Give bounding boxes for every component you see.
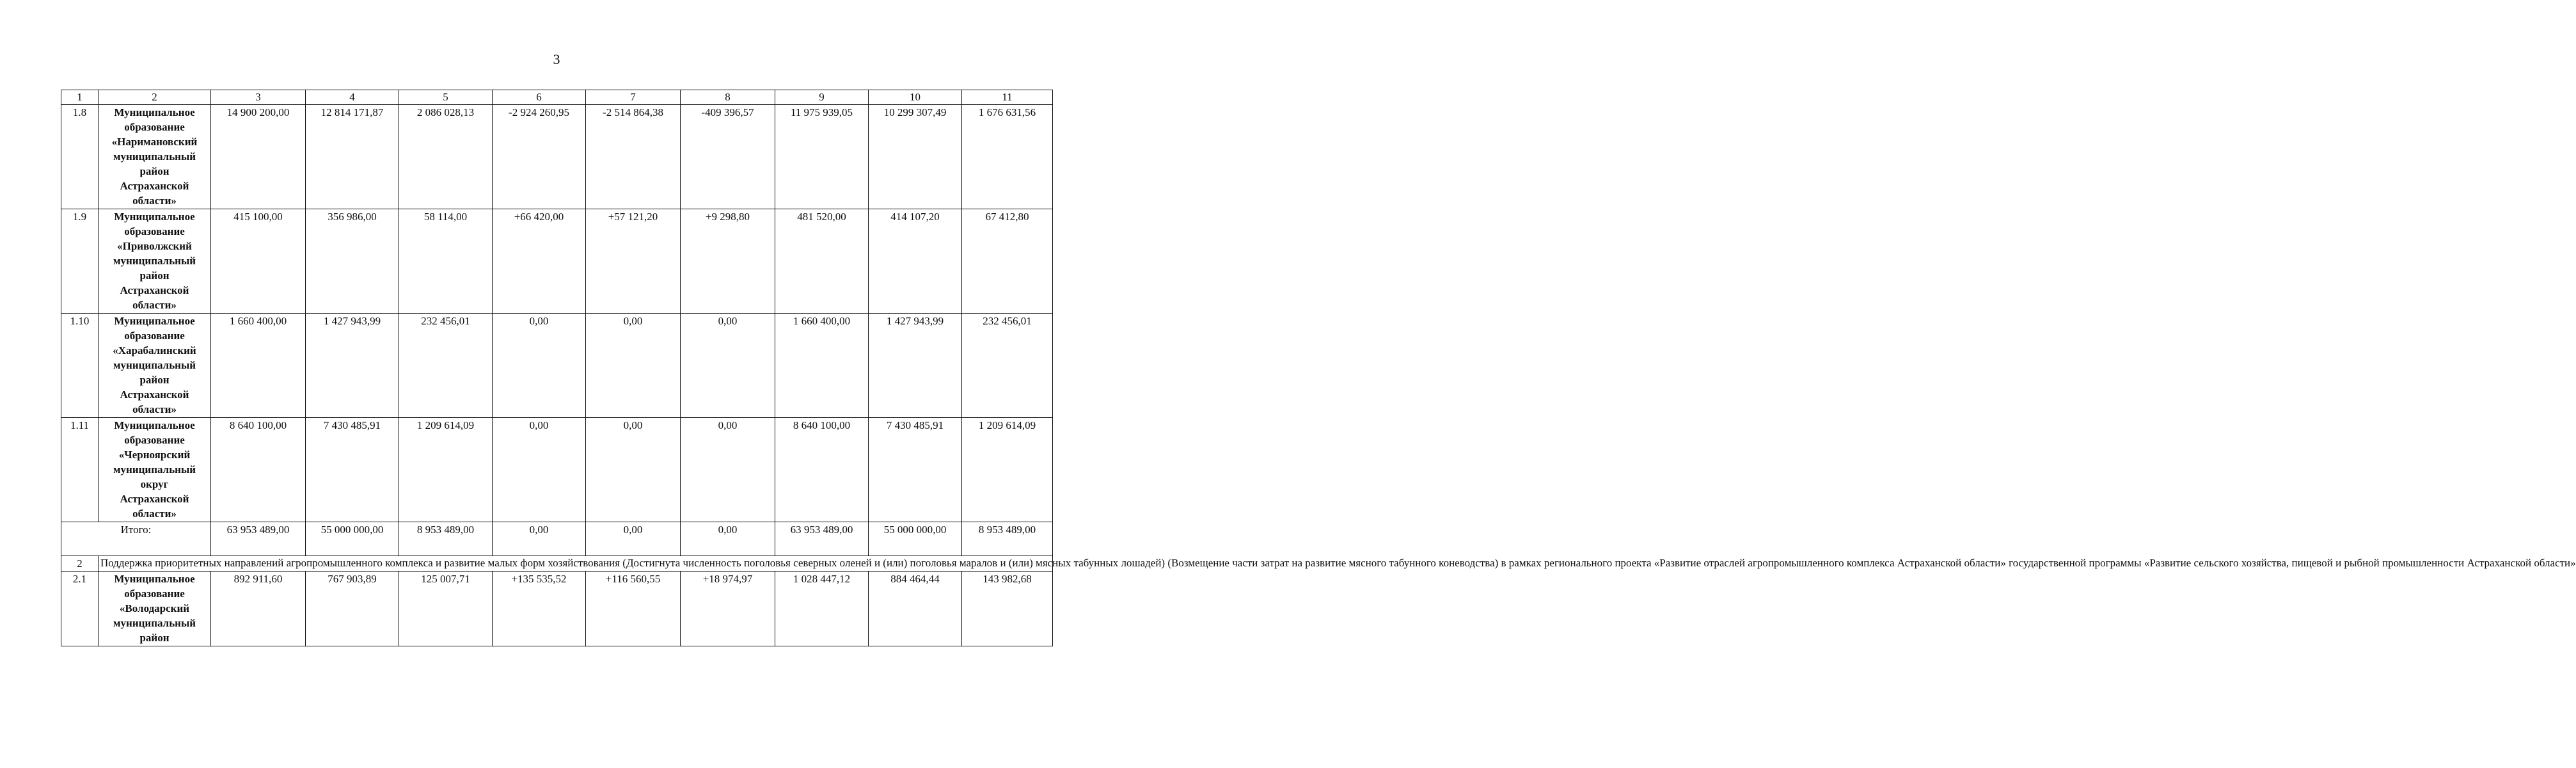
value-cell: 8 640 100,00	[775, 418, 869, 522]
column-header: 1	[61, 90, 99, 105]
total-value-cell: 8 953 489,00	[399, 522, 493, 556]
total-value-cell: 0,00	[681, 522, 775, 556]
value-cell: 0,00	[493, 314, 586, 418]
value-cell: 892 911,60	[211, 572, 306, 646]
table-row	[61, 105, 1053, 209]
value-cell: +135 535,52	[493, 572, 586, 646]
section-title: Поддержка приоритетных направлений агропромышленного комплекса и развитие малых форм хозяйствования (Достигнута численность поголовья северных оленей и (или) поголовья маралов и (или) мясных табунных лошадей) (Возмещение части затрат на развитие мясного табунного коневодства) в рамках регионального проекта «Развитие отраслей агропромышленного комплекса Астраханской области» государственной программы «Развитие сельского хозяйства, пищевой и рыбной промышленности Астраханской области»	[99, 556, 1053, 572]
value-cell: 7 430 485,91	[869, 418, 962, 522]
total-value-cell: 0,00	[493, 522, 586, 556]
value-cell: +116 560,55	[586, 572, 681, 646]
value-cell: 415 100,00	[211, 209, 306, 314]
value-cell: 143 982,68	[962, 572, 1053, 646]
value-cell: 767 903,89	[306, 572, 399, 646]
value-cell: 10 299 307,49	[869, 105, 962, 209]
value-cell: 1 209 614,09	[399, 418, 493, 522]
total-value-cell: 55 000 000,00	[869, 522, 962, 556]
value-cell: 0,00	[681, 314, 775, 418]
value-cell: 1 028 447,12	[775, 572, 869, 646]
row-number: 1.10	[61, 314, 99, 418]
column-header: 4	[306, 90, 399, 105]
municipality-name: Муниципальное образование «Володарский муниципальный район	[99, 572, 211, 646]
value-cell: 11 975 939,05	[775, 105, 869, 209]
column-number-row	[61, 90, 1053, 105]
value-cell: 2 086 028,13	[399, 105, 493, 209]
table-row	[61, 314, 1053, 418]
page-number: 3	[553, 51, 560, 67]
value-cell: 7 430 485,91	[306, 418, 399, 522]
value-cell: 414 107,20	[869, 209, 962, 314]
value-cell: 884 464,44	[869, 572, 962, 646]
value-cell: 67 412,80	[962, 209, 1053, 314]
value-cell: 1 660 400,00	[775, 314, 869, 418]
column-header: 8	[681, 90, 775, 105]
value-cell: 12 814 171,87	[306, 105, 399, 209]
value-cell: 14 900 200,00	[211, 105, 306, 209]
value-cell: 1 427 943,99	[869, 314, 962, 418]
value-cell: 356 986,00	[306, 209, 399, 314]
municipality-name: Муниципальное образование «Приволжский муниципальный район Астраханской области»	[99, 209, 211, 314]
municipality-name: Муниципальное образование «Харабалинский муниципальный район Астраханской области»	[99, 314, 211, 418]
column-header: 9	[775, 90, 869, 105]
value-cell: 232 456,01	[962, 314, 1053, 418]
column-header: 3	[211, 90, 306, 105]
value-cell: 1 209 614,09	[962, 418, 1053, 522]
value-cell: 0,00	[586, 314, 681, 418]
value-cell: 481 520,00	[775, 209, 869, 314]
municipality-name: Муниципальное образование «Наримановский муниципальный район Астраханской области»	[99, 105, 211, 209]
column-header: 5	[399, 90, 493, 105]
row-number: 1.11	[61, 418, 99, 522]
total-row	[61, 522, 1053, 556]
value-cell: -409 396,57	[681, 105, 775, 209]
row-number: 1.8	[61, 105, 99, 209]
total-value-cell: 8 953 489,00	[962, 522, 1053, 556]
value-cell: +57 121,20	[586, 209, 681, 314]
total-value-cell: 55 000 000,00	[306, 522, 399, 556]
total-label: Итого:	[61, 522, 211, 556]
column-header: 2	[99, 90, 211, 105]
value-cell: +9 298,80	[681, 209, 775, 314]
value-cell: 125 007,71	[399, 572, 493, 646]
value-cell: 58 114,00	[399, 209, 493, 314]
section-number: 2	[61, 556, 99, 572]
value-cell: 1 676 631,56	[962, 105, 1053, 209]
budget-table	[61, 90, 2576, 646]
total-value-cell: 63 953 489,00	[211, 522, 306, 556]
table-row	[61, 418, 1053, 522]
value-cell: 1 427 943,99	[306, 314, 399, 418]
value-cell: 0,00	[586, 418, 681, 522]
total-value-cell: 63 953 489,00	[775, 522, 869, 556]
value-cell: 0,00	[681, 418, 775, 522]
value-cell: 0,00	[493, 418, 586, 522]
row-number: 1.9	[61, 209, 99, 314]
value-cell: -2 514 864,38	[586, 105, 681, 209]
municipality-name: Муниципальное образование «Черноярский муниципальный округ Астраханской области»	[99, 418, 211, 522]
column-header: 10	[869, 90, 962, 105]
section-row	[61, 556, 1053, 572]
column-header: 7	[586, 90, 681, 105]
total-value-cell: 0,00	[586, 522, 681, 556]
value-cell: +18 974,97	[681, 572, 775, 646]
value-cell: -2 924 260,95	[493, 105, 586, 209]
value-cell: 8 640 100,00	[211, 418, 306, 522]
value-cell: 1 660 400,00	[211, 314, 306, 418]
value-cell: +66 420,00	[493, 209, 586, 314]
column-header: 11	[962, 90, 1053, 105]
table-row	[61, 209, 1053, 314]
column-header: 6	[493, 90, 586, 105]
value-cell: 232 456,01	[399, 314, 493, 418]
row-number: 2.1	[61, 572, 99, 646]
table-row	[61, 572, 1053, 646]
